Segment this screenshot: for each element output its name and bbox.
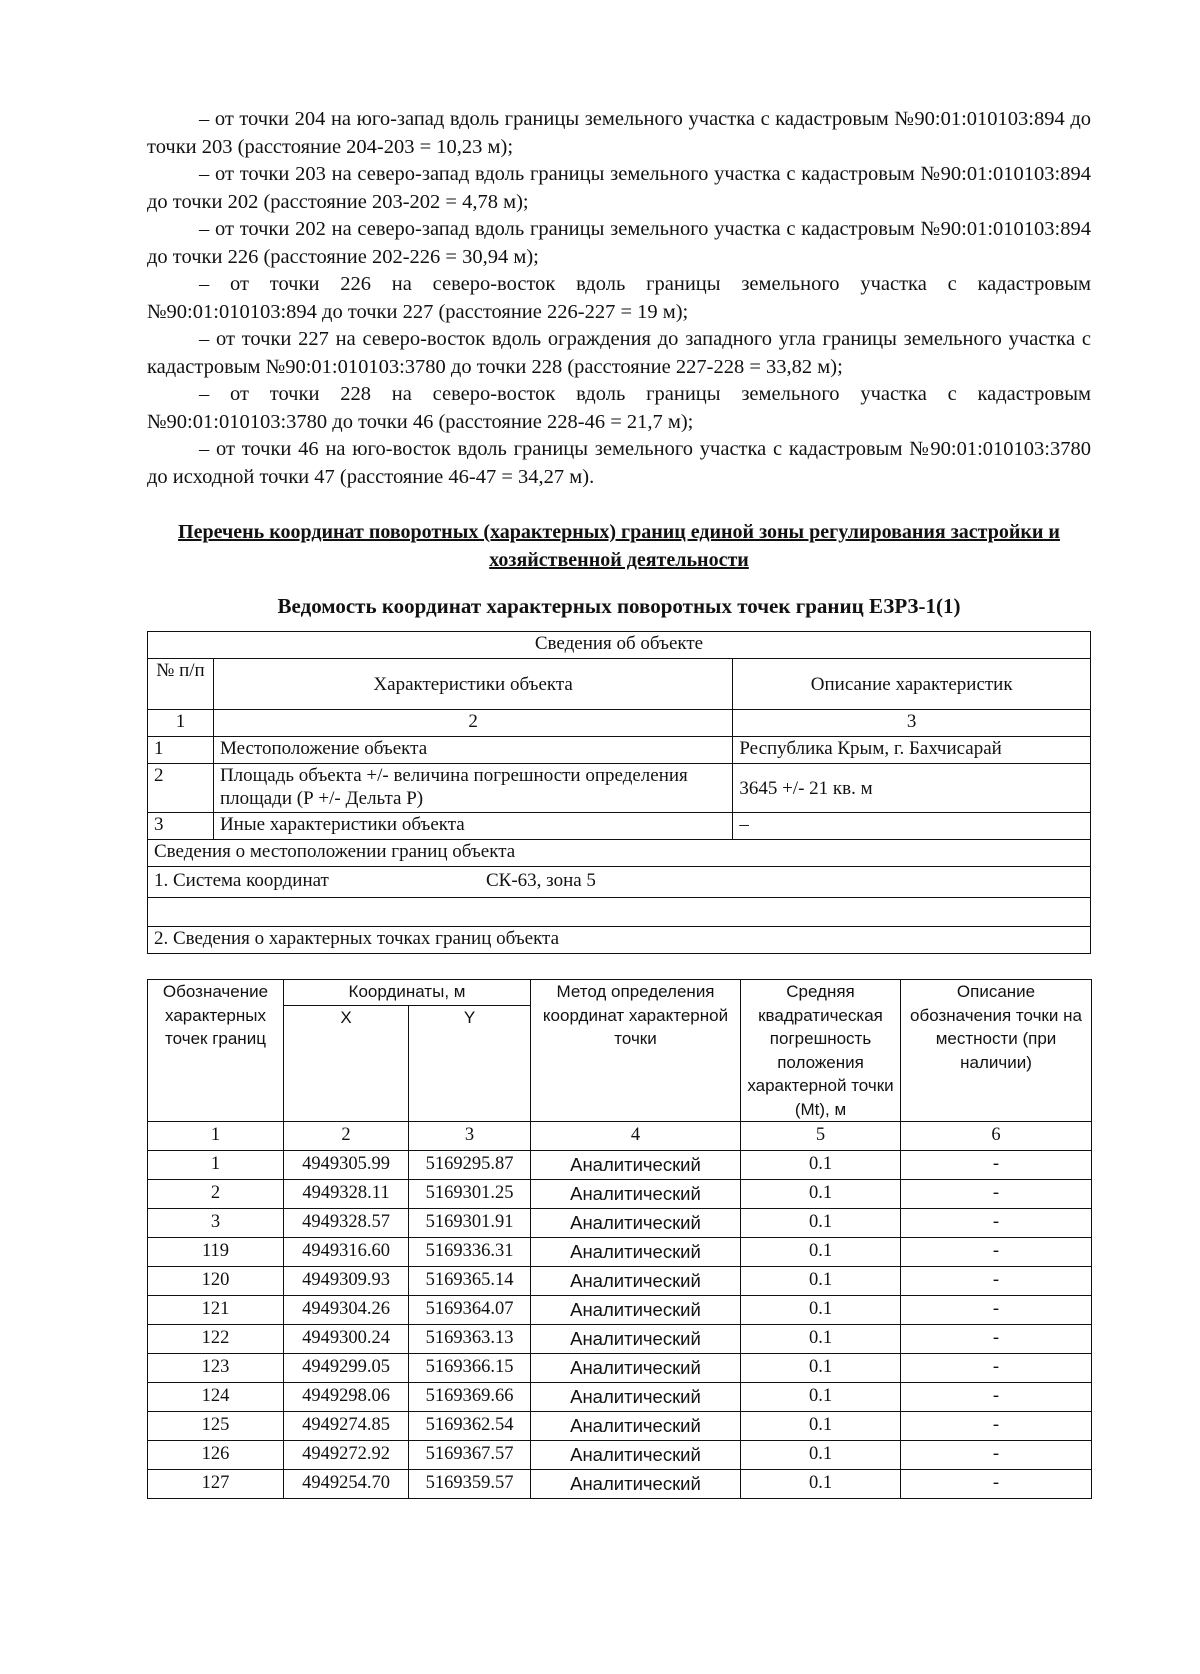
point-y: 5169367.57 <box>409 1441 531 1470</box>
point-id: 3 <box>148 1209 284 1238</box>
col-index: 5 <box>741 1122 901 1151</box>
point-error: 0.1 <box>741 1209 901 1238</box>
object-info-table <box>147 631 1091 954</box>
point-y: 5169364.07 <box>409 1296 531 1325</box>
point-error: 0.1 <box>741 1383 901 1412</box>
point-id: 1 <box>148 1151 284 1180</box>
point-description: - <box>901 1325 1092 1354</box>
section-heading: Перечень координат поворотных (характерных) границ единой зоны регулирования застройки и хозяйственной деятельности <box>178 521 1060 571</box>
point-description: - <box>901 1383 1092 1412</box>
point-x: 4949304.26 <box>284 1296 409 1325</box>
point-row <box>148 1412 1092 1441</box>
point-description: - <box>901 1180 1092 1209</box>
point-id: 119 <box>148 1238 284 1267</box>
point-error: 0.1 <box>741 1180 901 1209</box>
point-description: - <box>901 1441 1092 1470</box>
point-row <box>148 1354 1092 1383</box>
col-index: 3 <box>733 710 1091 737</box>
point-row <box>148 1151 1092 1180</box>
point-id: 124 <box>148 1383 284 1412</box>
point-id: 127 <box>148 1470 284 1499</box>
object-row <box>148 737 1091 764</box>
point-row <box>148 1180 1092 1209</box>
point-error: 0.1 <box>741 1238 901 1267</box>
point-id: 121 <box>148 1296 284 1325</box>
point-y: 5169365.14 <box>409 1267 531 1296</box>
point-x: 4949272.92 <box>284 1441 409 1470</box>
col-index: 2 <box>284 1122 409 1151</box>
point-x: 4949254.70 <box>284 1470 409 1499</box>
point-error: 0.1 <box>741 1412 901 1441</box>
point-id: 123 <box>148 1354 284 1383</box>
row-number: 2 <box>148 764 214 813</box>
point-x: 4949300.24 <box>284 1325 409 1354</box>
row-value: – <box>733 813 1091 840</box>
point-x: 4949305.99 <box>284 1151 409 1180</box>
boundary-paragraph: – от точки 204 на юго-запад вдоль границы земельного участка с кадастровым №90:01:010103:894 до точки 203 (расстояние 204-203 = 10,23 м); <box>147 108 1091 158</box>
point-row <box>148 1296 1092 1325</box>
table-title: Ведомость координат характерных поворотных точек границ ЕЗРЗ-1(1) <box>277 594 961 618</box>
method-header: Метод определения координат характерной точки <box>531 980 741 1122</box>
point-x: 4949328.11 <box>284 1180 409 1209</box>
row-name: Площадь объекта +/- величина погрешности определения площади (Р +/- Дельта Р) <box>213 764 732 813</box>
point-description: - <box>901 1296 1092 1325</box>
error-header: Средняя квадратическая погрешность положения характерной точки (Mt), м <box>741 980 901 1122</box>
point-y: 5169366.15 <box>409 1354 531 1383</box>
col-index: 1 <box>148 1122 284 1151</box>
col-index: 2 <box>213 710 732 737</box>
boundary-paragraph: – от точки 46 на юго-восток вдоль границы земельного участка с кадастровым №90:01:010103:3780 до исходной точки 47 (расстояние 46-47 = 34,27 м). <box>147 438 1091 488</box>
point-description: - <box>901 1209 1092 1238</box>
point-y: 5169363.13 <box>409 1325 531 1354</box>
boundary-paragraph: – от точки 228 на северо-восток вдоль границы земельного участка с кадастровым №90:01:010103:3780 до точки 46 (расстояние 228-46 = 21,7 м); <box>147 383 1091 433</box>
coord-system-value: СК-63, зона 5 <box>486 870 596 891</box>
row-value: Республика Крым, г. Бахчисарай <box>733 737 1091 764</box>
point-x: 4949309.93 <box>284 1267 409 1296</box>
point-error: 0.1 <box>741 1296 901 1325</box>
point-y: 5169295.87 <box>409 1151 531 1180</box>
col-desc-header: Описание характеристик <box>733 659 1091 710</box>
point-x: 4949274.85 <box>284 1412 409 1441</box>
point-description: - <box>901 1238 1092 1267</box>
point-error: 0.1 <box>741 1325 901 1354</box>
point-row <box>148 1267 1092 1296</box>
point-description: - <box>901 1354 1092 1383</box>
points-table <box>147 979 1092 1499</box>
row-name: Иные характеристики объекта <box>213 813 732 840</box>
point-error: 0.1 <box>741 1441 901 1470</box>
point-error: 0.1 <box>741 1151 901 1180</box>
object-row <box>148 813 1091 840</box>
point-method: Аналитический <box>531 1151 741 1180</box>
y-header: Y <box>409 1006 531 1122</box>
point-method: Аналитический <box>531 1325 741 1354</box>
point-y: 5169362.54 <box>409 1412 531 1441</box>
boundary-paragraph: – от точки 227 на северо-восток вдоль ограждения до западного угла границы земельного участка с кадастровым №90:01:010103:3780 до точки 228 (расстояние 227-228 = 33,82 м); <box>147 328 1091 378</box>
point-description: - <box>901 1470 1092 1499</box>
point-y: 5169301.91 <box>409 1209 531 1238</box>
point-row <box>148 1441 1092 1470</box>
point-y: 5169359.57 <box>409 1470 531 1499</box>
point-method: Аналитический <box>531 1354 741 1383</box>
point-x: 4949298.06 <box>284 1383 409 1412</box>
point-description: - <box>901 1412 1092 1441</box>
point-row <box>148 1238 1092 1267</box>
col-num-header: № п/п <box>148 659 214 710</box>
point-method: Аналитический <box>531 1238 741 1267</box>
point-method: Аналитический <box>531 1180 741 1209</box>
point-method: Аналитический <box>531 1470 741 1499</box>
col-index: 1 <box>148 710 214 737</box>
point-x: 4949316.60 <box>284 1238 409 1267</box>
boundary-description <box>147 106 1091 491</box>
point-id: 126 <box>148 1441 284 1470</box>
point-id: 120 <box>148 1267 284 1296</box>
point-row <box>148 1383 1092 1412</box>
object-info-title: Сведения об объекте <box>148 632 1091 659</box>
location-title: Сведения о местоположении границ объекта <box>148 840 1091 867</box>
point-y: 5169301.25 <box>409 1180 531 1209</box>
point-method: Аналитический <box>531 1296 741 1325</box>
boundary-paragraph: – от точки 226 на северо-восток вдоль границы земельного участка с кадастровым №90:01:010103:894 до точки 227 (расстояние 226-227 = 19 м); <box>147 273 1091 323</box>
point-error: 0.1 <box>741 1354 901 1383</box>
x-header: X <box>284 1006 409 1122</box>
point-method: Аналитический <box>531 1209 741 1238</box>
point-error: 0.1 <box>741 1470 901 1499</box>
point-y: 5169336.31 <box>409 1238 531 1267</box>
point-row <box>148 1325 1092 1354</box>
point-error: 0.1 <box>741 1267 901 1296</box>
coord-system-label: 1. Система координат <box>154 870 329 891</box>
point-row <box>148 1470 1092 1499</box>
boundary-paragraph: – от точки 202 на северо-запад вдоль границы земельного участка с кадастровым №90:01:010103:894 до точки 226 (расстояние 202-226 = 30,94 м); <box>147 218 1091 268</box>
point-y: 5169369.66 <box>409 1383 531 1412</box>
point-method: Аналитический <box>531 1412 741 1441</box>
point-x: 4949299.05 <box>284 1354 409 1383</box>
description-header: Описание обозначения точки на местности (при наличии) <box>901 980 1092 1122</box>
row-value: 3645 +/- 21 кв. м <box>733 764 1091 813</box>
point-description: - <box>901 1151 1092 1180</box>
designation-header: Обозначение характерных точек границ <box>148 980 284 1122</box>
col-index: 6 <box>901 1122 1092 1151</box>
row-number: 1 <box>148 737 214 764</box>
point-id: 122 <box>148 1325 284 1354</box>
point-id: 125 <box>148 1412 284 1441</box>
col-index: 3 <box>409 1122 531 1151</box>
object-row <box>148 764 1091 813</box>
points-title: 2. Сведения о характерных точках границ объекта <box>148 927 1091 954</box>
point-method: Аналитический <box>531 1441 741 1470</box>
col-index: 4 <box>531 1122 741 1151</box>
col-char-header: Характеристики объекта <box>213 659 732 710</box>
point-method: Аналитический <box>531 1267 741 1296</box>
boundary-paragraph: – от точки 203 на северо-запад вдоль границы земельного участка с кадастровым №90:01:010103:894 до точки 202 (расстояние 203-202 = 4,78 м); <box>147 163 1091 213</box>
row-name: Местоположение объекта <box>213 737 732 764</box>
point-row <box>148 1209 1092 1238</box>
point-x: 4949328.57 <box>284 1209 409 1238</box>
coords-header: Координаты, м <box>284 980 531 1006</box>
point-method: Аналитический <box>531 1383 741 1412</box>
point-id: 2 <box>148 1180 284 1209</box>
row-number: 3 <box>148 813 214 840</box>
point-description: - <box>901 1267 1092 1296</box>
